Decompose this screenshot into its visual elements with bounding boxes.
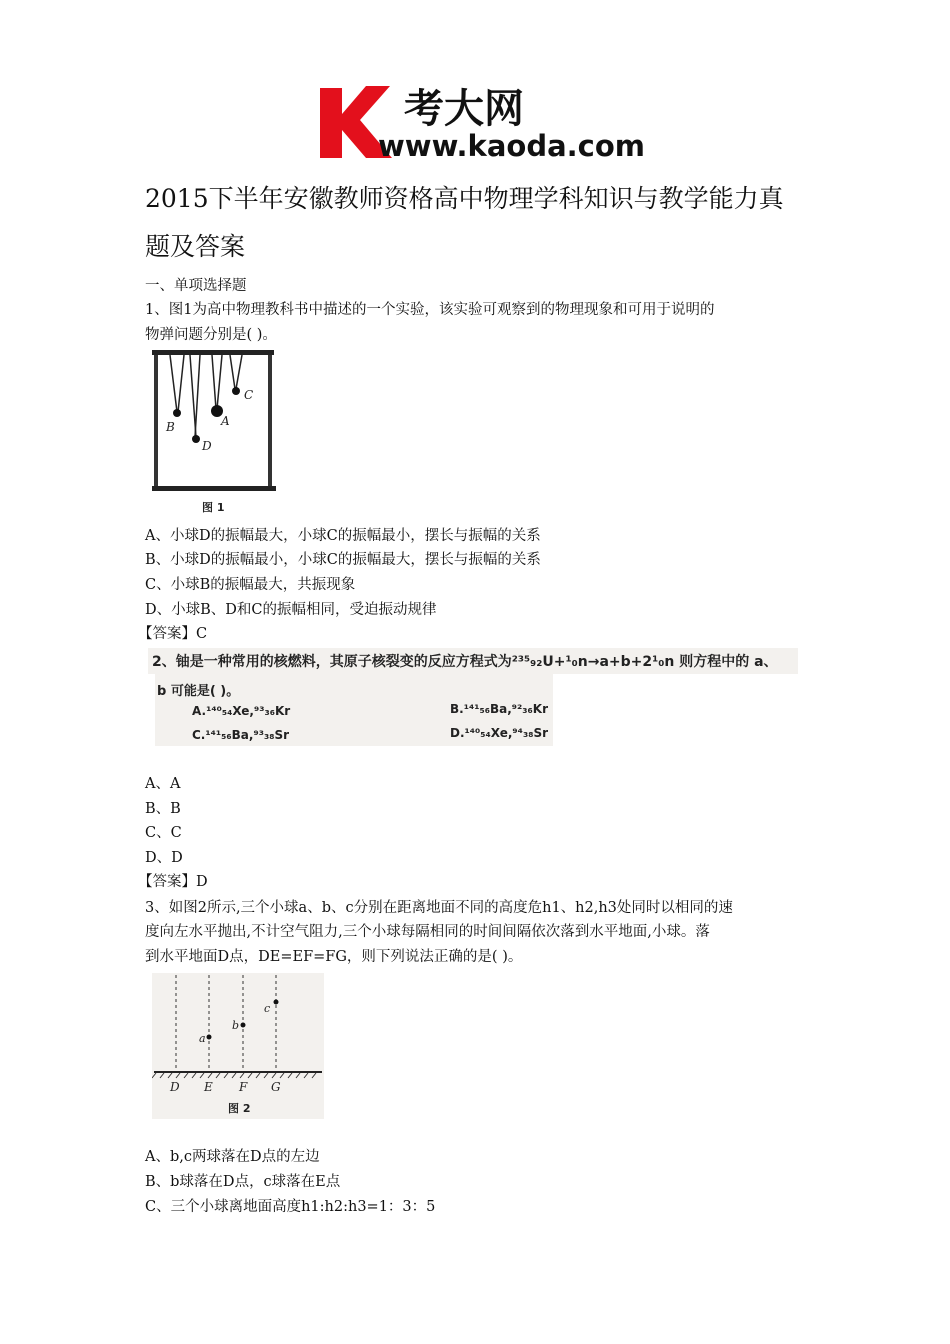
fig1-label-b: B <box>166 420 175 434</box>
q2-image-option-d: D.¹⁴⁰₅₄Xe,⁹⁴₃₈Sr <box>450 726 549 740</box>
q2-image-strip <box>148 648 798 674</box>
doc-title-line2: 题及答案 <box>145 232 246 261</box>
kaoda-logo[interactable] <box>318 78 648 162</box>
q2-image-option-b: B.¹⁴¹₅₆Ba,⁹²₃₆Kr <box>450 702 549 716</box>
fig2-label-e: E <box>204 1080 213 1094</box>
fig1-caption: 图 1 <box>202 501 225 514</box>
q3-text-line3: 到水平地面D点，DE=EF=FG，则下列说法正确的是( )。 <box>145 949 523 965</box>
q3-option-c: C、三个小球离地面高度h1:h2:h3=1：3：5 <box>145 1199 436 1215</box>
logo-brand-cn: 考大网 <box>404 86 524 132</box>
q3-option-a: A、b,c两球落在D点的左边 <box>145 1149 320 1165</box>
q1-answer: 【答案】C <box>138 626 208 642</box>
ball-a-fig2 <box>207 1035 212 1040</box>
q2-image-option-c: C.¹⁴¹₅₆Ba,⁹³₃₈Sr <box>192 728 290 742</box>
q1-option-b: B、小球D的振幅最小，小球C的振幅最大，摆长与振幅的关系 <box>145 552 541 568</box>
q2-image-line1: 2、铀是一种常用的核燃料，其原子核裂变的反应方程式为²³⁵₉₂U+¹₀n→a+b+2¹₀n 则方程中的 a、 <box>152 654 778 670</box>
q1-figure <box>150 349 278 517</box>
fig2-label-f: F <box>239 1080 248 1094</box>
q1-text-line2: 物弹问题分别是( )。 <box>145 327 277 343</box>
q3-text-line1: 3、如图2所示,三个小球a、b、c分别在距离地面不同的高度危h1、h2,h3处同时以相同的速 <box>145 900 733 916</box>
ball-c-fig2 <box>274 1000 279 1005</box>
fig1-label-c: C <box>244 388 254 402</box>
fig2-label-b: b <box>232 1019 240 1032</box>
q1-option-d: D、小球B、D和C的振幅相同，受迫振动规律 <box>145 602 437 618</box>
q2-image-line2: b 可能是( )。 <box>157 684 240 699</box>
fig2-caption: 图 2 <box>228 1102 251 1115</box>
q3-figure <box>152 973 324 1119</box>
q1-option-c: C、小球B的振幅最大，共振现象 <box>145 577 356 593</box>
fig1-label-a: A <box>221 414 230 428</box>
q2-option-c: C、C <box>145 825 182 841</box>
ball-b-fig2 <box>241 1023 246 1028</box>
fig2-label-a: a <box>199 1032 206 1045</box>
q3-text-line2: 度向左水平抛出,不计空气阻力,三个小球每隔相同的时间间隔依次落到水平地面,小球。落 <box>145 924 710 940</box>
q2-option-a: A、A <box>145 776 181 792</box>
fig1-label-d: D <box>202 439 212 453</box>
q1-option-a: A、小球D的振幅最大，小球C的振幅最小，摆长与振幅的关系 <box>145 528 541 544</box>
q3-option-b: B、b球落在D点，c球落在E点 <box>145 1174 341 1190</box>
q2-answer: 【答案】D <box>138 874 208 890</box>
q1-text-line1: 1、图1为高中物理教科书中描述的一个实验，该实验可观察到的物理现象和可用于说明的 <box>145 302 715 318</box>
ball-b <box>173 409 181 417</box>
q2-image-option-a: A.¹⁴⁰₅₄Xe,⁹³₃₆Kr <box>192 704 291 718</box>
ball-c <box>232 387 240 395</box>
fig2-label-c: c <box>264 1002 271 1015</box>
logo-brand-url: www.kaoda.com <box>378 129 645 162</box>
doc-title-line1: 2015下半年安徽教师资格高中物理学科知识与教学能力真 <box>145 184 784 213</box>
ball-d <box>192 435 200 443</box>
section-heading: 一、单项选择题 <box>145 278 247 294</box>
q2-option-d: D、D <box>145 850 183 866</box>
fig2-label-d: D <box>170 1080 180 1094</box>
q2-image-body <box>155 674 553 746</box>
q2-option-b: B、B <box>145 801 181 817</box>
fig2-label-g: G <box>271 1080 281 1094</box>
